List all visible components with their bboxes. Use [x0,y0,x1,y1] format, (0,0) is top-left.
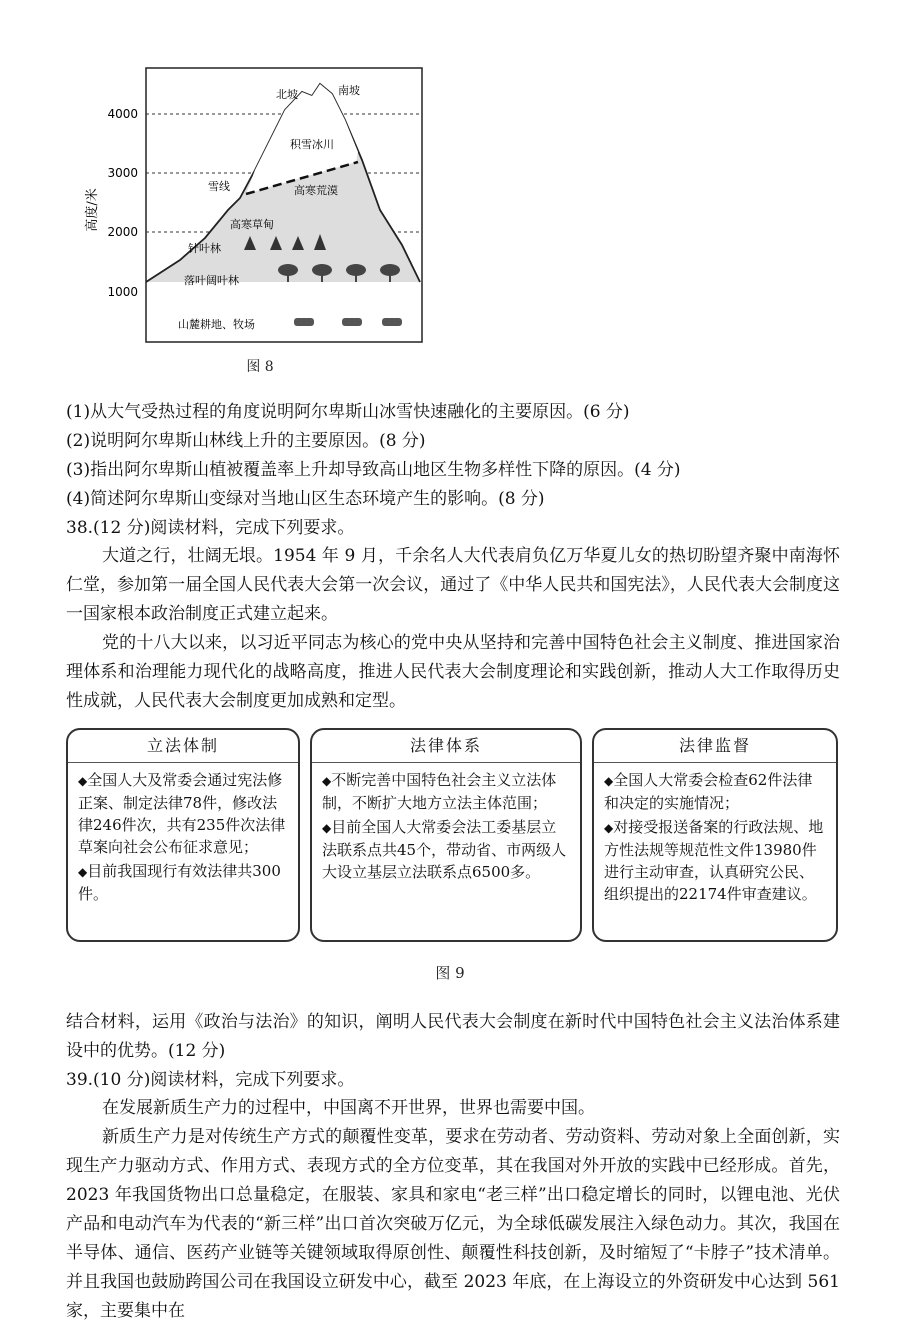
question-4: (4)简述阿尔卑斯山变绿对当地山区生态环境产生的影响。(8 分) [66,489,545,509]
figure-9-caption: 图 9 [435,964,465,982]
box-title: 法律体系 [312,730,580,763]
box-item: 全国人大及常委会通过宪法修正案、制定法律78件，修改法律246件次，共有235件次法律草案向社会公布征求意见； [78,771,286,856]
figure-8 [80,60,440,380]
diamond-bullet-icon: ◆ [78,865,88,879]
box-title: 立法体制 [68,730,298,763]
box-legislation-system [66,728,300,942]
question-1: (1)从大气受热过程的角度说明阿尔卑斯山冰雪快速融化的主要原因。(6 分) [66,402,630,422]
box-item: 全国人大常委会检查62件法律和决定的实施情况； [604,771,813,812]
question-38-header: 38.(12 分)阅读材料，完成下列要求。 [66,518,355,538]
north-slope-label: 北坡 [276,88,298,101]
q38-paragraph-2: 党的十八大以来，以习近平同志为核心的党中央从坚持和完善中国特色社会主义制度、推进国家治理体系和治理能力现代化的战略高度，推进人民代表大会制度理论和实践创新，推动人大工作取得历史性成就，人民代表大会制度更加成熟和定型。 [66,633,840,711]
diamond-bullet-icon: ◆ [322,774,332,788]
y-tick-4000: 4000 [107,107,138,121]
figure-9 [66,728,838,946]
y-tick-2000: 2000 [107,225,138,239]
south-slope-label: 南坡 [338,84,360,97]
diamond-bullet-icon: ◆ [604,774,614,788]
diamond-bullet-icon: ◆ [322,821,332,835]
box-title: 法律监督 [594,730,836,763]
broadleaf-label: 落叶阔叶林 [184,274,239,287]
box-item: 对接受报送备案的行政法规、地方性法规等规范性文件13980件进行主动审查，认真研究公民、组织提出的22174件审查建议。 [604,818,824,903]
figure-8-caption: 图 8 [246,359,274,375]
question-2: (2)说明阿尔卑斯山林线上升的主要原因。(8 分) [66,431,426,451]
snowline-label: 雪线 [208,180,230,193]
desert-label: 高寒荒漠 [294,184,338,197]
box-legal-system [310,728,582,942]
y-axis-label: 高度/米 [85,188,100,232]
q38-task: 结合材料，运用《政治与法治》的知识，阐明人民代表大会制度在新时代中国特色社会主义法治体系建设中的优势。(12 分) [66,1012,840,1061]
question-39-header: 39.(10 分)阅读材料，完成下列要求。 [66,1070,355,1090]
meadow-label: 高寒草甸 [230,218,274,231]
conifer-label: 针叶林 [188,242,221,255]
box-item: 目前我国现行有效法律共300件。 [78,862,281,903]
y-tick-1000: 1000 [107,285,138,299]
q39-paragraph-2: 新质生产力是对传统生产方式的颠覆性变革，要求在劳动者、劳动资料、劳动对象上全面创新，实现生产力驱动方式、作用方式、表现方式的全方位变革，其在我国对外开放的实践中已经形成。首先，2023 年我国货物出口总量稳定，在服装、家具和家电“老三样”出口稳定增长的同时，以锂电池、光伏产品和电动汽车为代表的“新三样”出口首次突破万亿元，为全球低碳发展注入绿色动力。其次，我国在半导体、通信、医药产业链等关键领域取得原创性、颠覆性科技创新，及时缩短了“卡脖子”技术清单。并且我国也鼓励跨国公司在我国设立研发中心，截至 2023 年底，在上海设立的外资研发中心达到 561 家，主要集中在 [66,1127,840,1321]
q38-paragraph-1: 大道之行，壮阔无垠。1954 年 9 月，千余名人大代表肩负亿万华夏儿女的热切盼望齐聚中南海怀仁堂，参加第一届全国人民代表大会第一次会议，通过了《中华人民共和国宪法》，人民代表大会制度这一国家根本政治制度正式建立起来。 [66,546,840,624]
mountain-diagram [80,60,440,350]
glacier-label: 积雪冰川 [290,138,334,151]
q39-paragraph-1: 在发展新质生产力的过程中，中国离不开世界，世界也需要中国。 [102,1098,595,1118]
diamond-bullet-icon: ◆ [78,774,88,788]
farmland-label: 山麓耕地、牧场 [178,318,255,331]
livestock-icons [294,318,402,326]
box-legal-supervision [592,728,838,942]
box-item: 不断完善中国特色社会主义立法体制，不断扩大地方立法主体范围； [322,771,557,812]
box-item: 目前全国人大常委会法工委基层立法联系点共45个，带动省、市两级人大设立基层立法联系点6500多。 [322,818,567,881]
diamond-bullet-icon: ◆ [604,821,614,835]
y-tick-3000: 3000 [107,166,138,180]
question-3: (3)指出阿尔卑斯山植被覆盖率上升却导致高山地区生物多样性下降的原因。(4 分) [66,460,681,480]
